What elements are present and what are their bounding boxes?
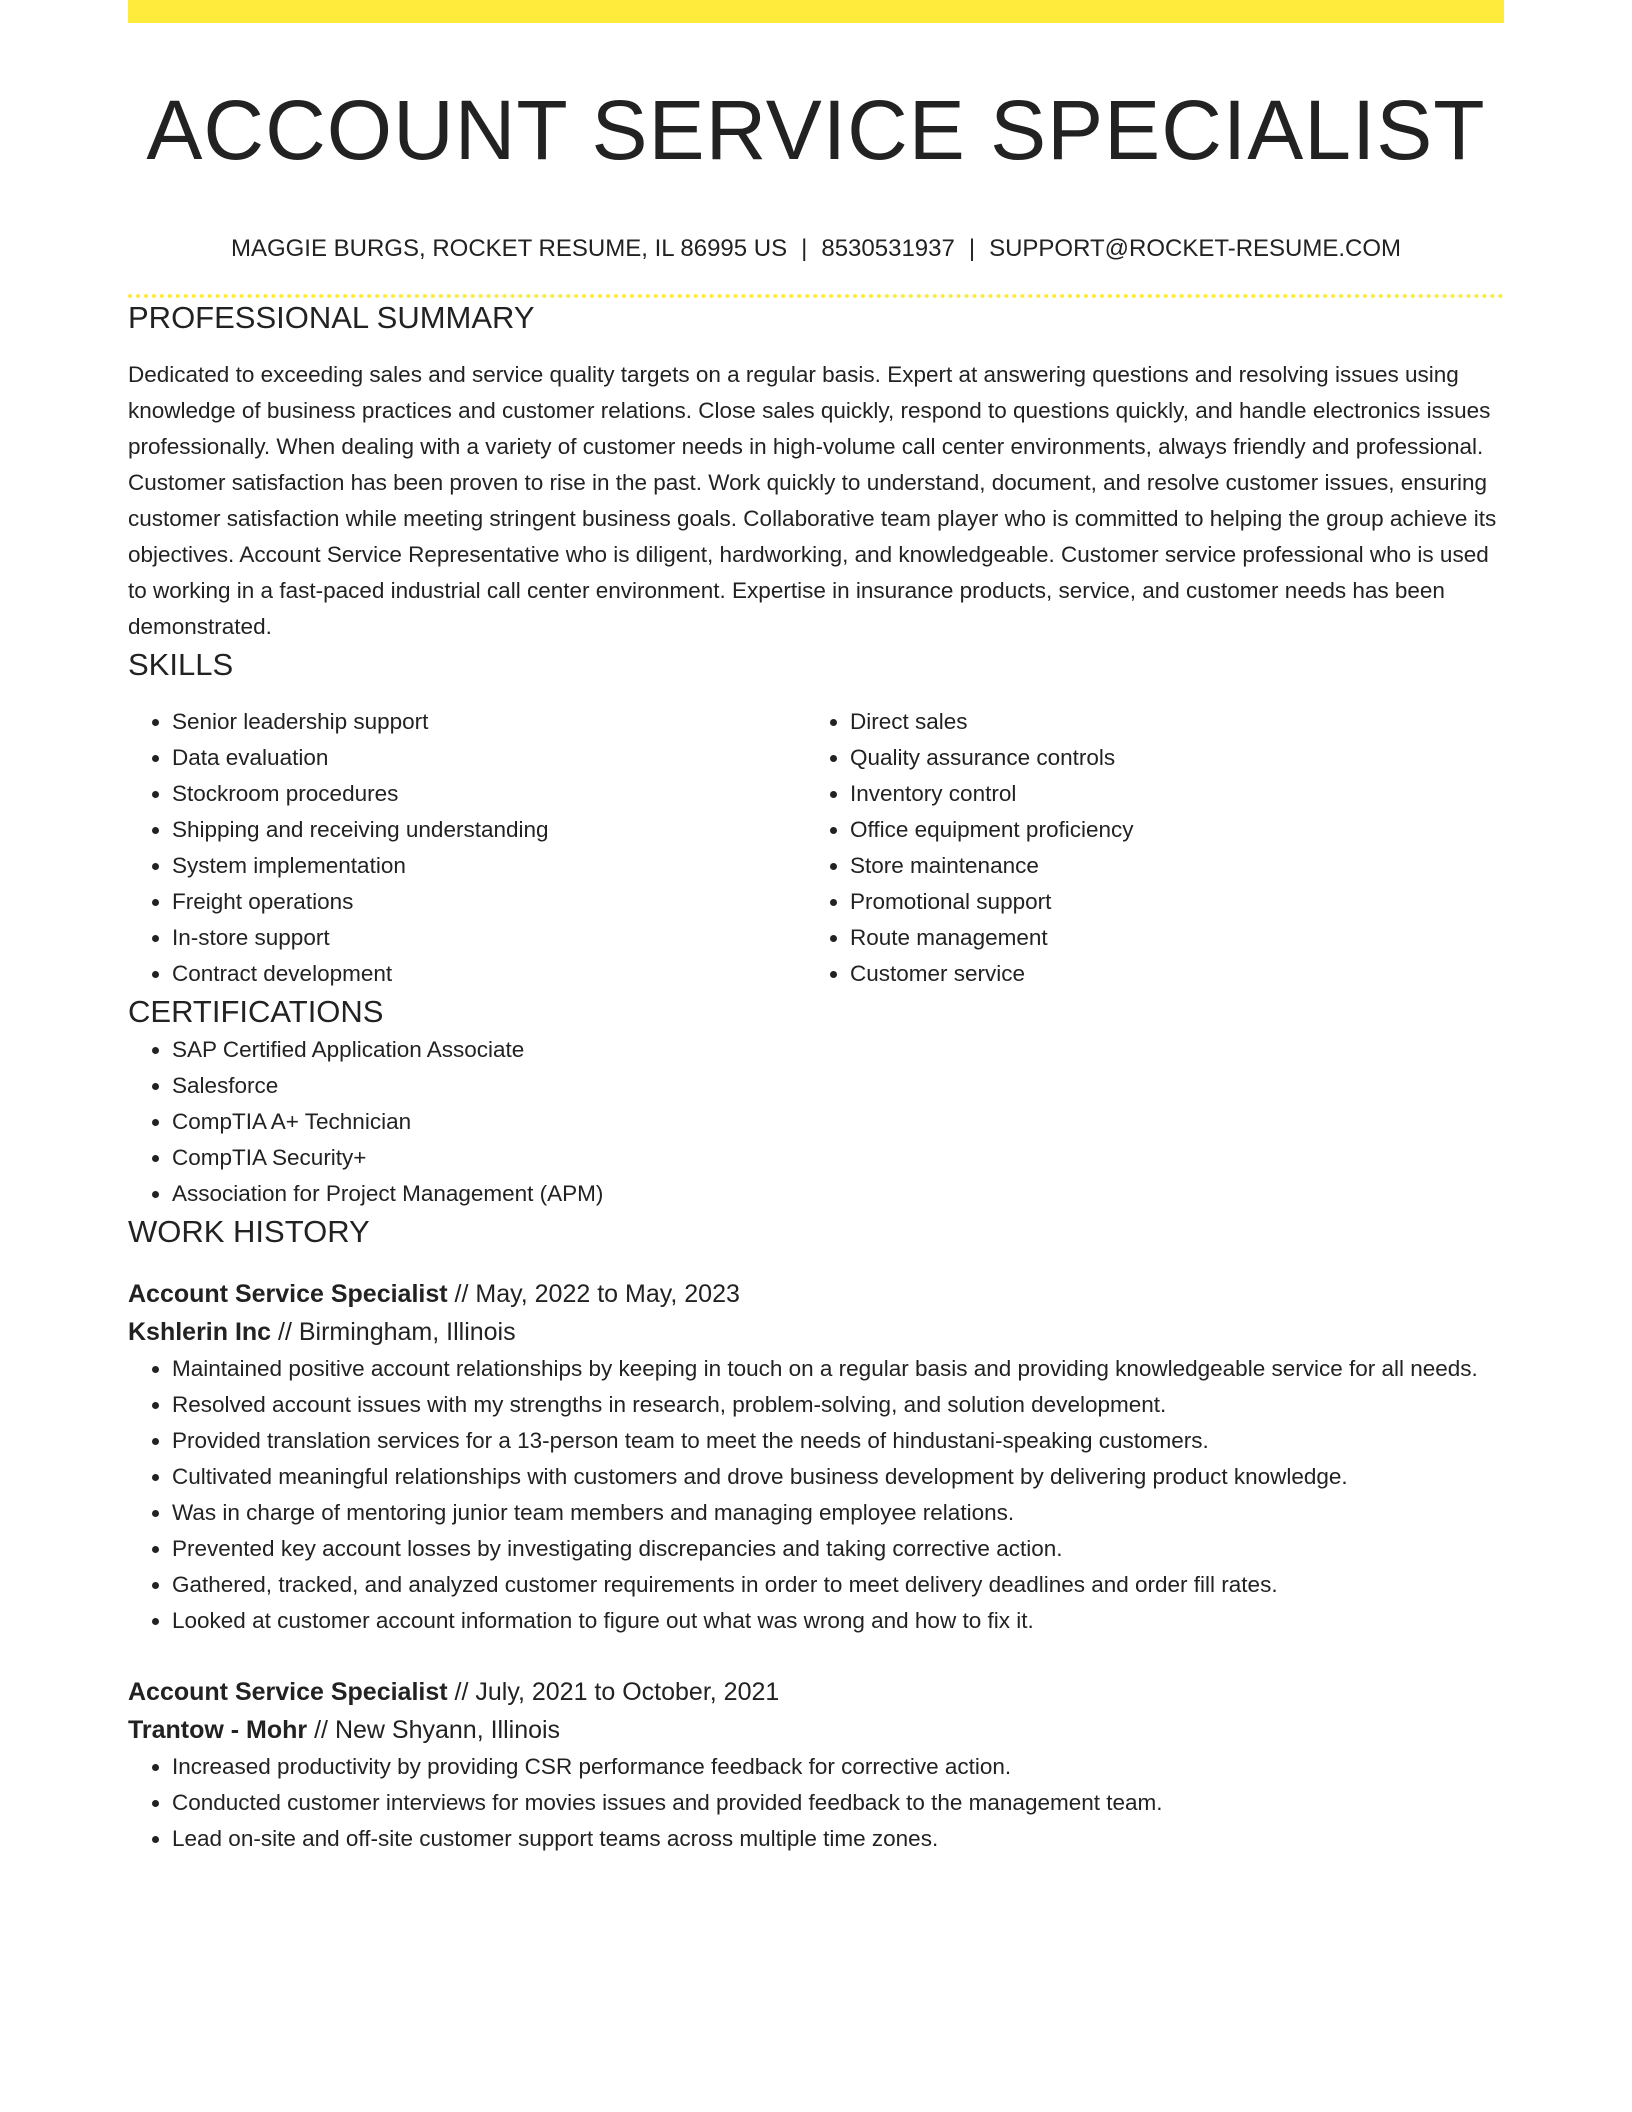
skill-item: • Stockroom procedures bbox=[172, 776, 806, 812]
skills-column-left bbox=[128, 704, 806, 992]
job-bullet: • Provided translation services for a 13-person team to meet the needs of hindustani-speaking customers. bbox=[172, 1423, 1504, 1459]
skill-item: • Store maintenance bbox=[850, 848, 1484, 884]
job-bullet: • Increased productivity by providing CSR performance feedback for corrective action. bbox=[172, 1749, 1504, 1785]
skills-list-left bbox=[128, 704, 806, 992]
work-history-heading: WORK HISTORY bbox=[128, 1214, 370, 1249]
skill-item: • Direct sales bbox=[850, 704, 1484, 740]
job-bullet: • Cultivated meaningful relationships with customers and drove business development by delivering product knowledge. bbox=[172, 1459, 1504, 1495]
job-entry bbox=[128, 1673, 1504, 1857]
job-company: Trantow - Mohr bbox=[128, 1716, 308, 1744]
certification-item: • SAP Certified Application Associate bbox=[172, 1032, 1504, 1068]
skills-heading: SKILLS bbox=[128, 647, 234, 682]
job-bullet: • Lead on-site and off-site customer support teams across multiple time zones. bbox=[172, 1821, 1504, 1857]
skill-item: • Inventory control bbox=[850, 776, 1484, 812]
skills-grid bbox=[128, 704, 1504, 992]
skill-item: • Freight operations bbox=[172, 884, 806, 920]
resume-content bbox=[128, 0, 1504, 1857]
contact-email: SUPPORT@ROCKET-RESUME.COM bbox=[989, 235, 1402, 262]
contact-separator: | bbox=[968, 235, 976, 262]
job-bullet: • Looked at customer account information to figure out what was wrong and how to fix it. bbox=[172, 1603, 1504, 1639]
job-bullet: • Resolved account issues with my strengths in research, problem-solving, and solution development. bbox=[172, 1387, 1504, 1423]
contact-phone: 8530531937 bbox=[821, 235, 955, 262]
job-location: // Birmingham, Illinois bbox=[271, 1318, 516, 1346]
contact-address: MAGGIE BURGS, ROCKET RESUME, IL 86995 US bbox=[230, 235, 788, 262]
job-bullet: • Was in charge of mentoring junior team members and managing employee relations. bbox=[172, 1495, 1504, 1531]
job-company-line bbox=[128, 1313, 1504, 1351]
job-title: Account Service Specialist bbox=[128, 1678, 448, 1706]
skill-item: • Senior leadership support bbox=[172, 704, 806, 740]
skill-item: • Data evaluation bbox=[172, 740, 806, 776]
certification-item: • Salesforce bbox=[172, 1068, 1504, 1104]
job-company: Kshlerin Inc bbox=[128, 1318, 272, 1346]
job-company-line bbox=[128, 1711, 1504, 1749]
contact-info bbox=[128, 234, 1504, 264]
contact-separator: | bbox=[801, 235, 808, 262]
job-bullet: • Maintained positive account relationships by keeping in touch on a regular basis and providing knowledgeable service for all needs. bbox=[172, 1351, 1504, 1387]
skill-item: • Route management bbox=[850, 920, 1484, 956]
job-entry bbox=[128, 1275, 1504, 1639]
job-title: Account Service Specialist bbox=[128, 1280, 448, 1308]
job-bullet: • Prevented key account losses by investigating discrepancies and taking corrective action. bbox=[172, 1531, 1504, 1567]
job-title-line bbox=[128, 1275, 1504, 1313]
certification-item: • CompTIA Security+ bbox=[172, 1140, 1504, 1176]
skill-item: • Customer service bbox=[850, 956, 1484, 992]
work-history-section bbox=[128, 1212, 1504, 1857]
job-bullet: • Gathered, tracked, and analyzed customer requirements in order to meet delivery deadlines and order fill rates. bbox=[172, 1567, 1504, 1603]
skills-column-right bbox=[806, 704, 1484, 992]
job-location: // New Shyann, Illinois bbox=[307, 1716, 561, 1744]
job-dates: // May, 2022 to May, 2023 bbox=[447, 1280, 740, 1308]
job-bullet-list bbox=[128, 1749, 1504, 1857]
summary-text: Dedicated to exceeding sales and service quality targets on a regular basis. Expert at answering questions and resolving issues using knowledge of business practices and customer relations. Close sales quickly, respond to questions quickly, and handle electronics issues professionally. When dealing with a variety of customer needs in high-volume call center environments, always friendly and professional. Customer satisfaction has been proven to rise in the past. Work quickly to understand, document, and resolve customer issues, ensuring customer satisfaction while meeting stringent business goals. Collaborative team player who is committed to helping the group achieve its objectives. Account Service Representative who is diligent, hardworking, and knowledgeable. Customer service professional who is used to working in a fast-paced industrial call center environment. Expertise in insurance products, service, and customer needs has been demonstrated. bbox=[128, 362, 1497, 639]
certification-item: • CompTIA A+ Technician bbox=[172, 1104, 1504, 1140]
skills-list-right bbox=[806, 704, 1484, 992]
skill-item: • System implementation bbox=[172, 848, 806, 884]
skill-item: • Quality assurance controls bbox=[850, 740, 1484, 776]
resume-title: ACCOUNT SERVICE SPECIALIST bbox=[146, 83, 1486, 177]
skill-item: • Office equipment proficiency bbox=[850, 812, 1484, 848]
skill-item: • Shipping and receiving understanding bbox=[172, 812, 806, 848]
job-bullet: • Conducted customer interviews for movies issues and provided feedback to the management team. bbox=[172, 1785, 1504, 1821]
certifications-heading: CERTIFICATIONS bbox=[128, 994, 384, 1029]
skill-item: • Promotional support bbox=[850, 884, 1484, 920]
skill-item: • In-store support bbox=[172, 920, 806, 956]
job-bullet-list bbox=[128, 1351, 1504, 1639]
certifications-list bbox=[128, 1032, 1504, 1212]
skill-item: • Contract development bbox=[172, 956, 806, 992]
certification-item: • Association for Project Management (APM) bbox=[172, 1176, 1504, 1212]
job-title-line bbox=[128, 1673, 1504, 1711]
job-dates: // July, 2021 to October, 2021 bbox=[447, 1678, 780, 1706]
summary-section bbox=[128, 298, 1504, 645]
certifications-section bbox=[128, 992, 1504, 1212]
skills-section bbox=[128, 645, 1504, 992]
summary-heading: PROFESSIONAL SUMMARY bbox=[128, 300, 535, 335]
